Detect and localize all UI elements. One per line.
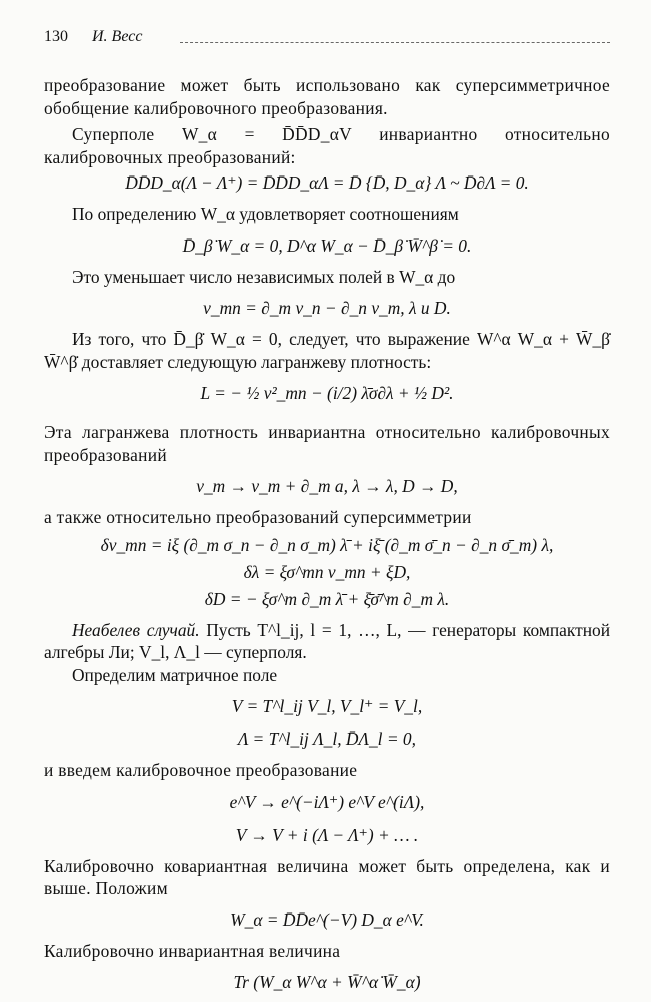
- equation-6c: δD = − ξσ^m ∂_m λ̄ + ξ̄σ̄^m ∂_m λ.: [204, 588, 450, 609]
- paragraph-11: Калибровочно ковариантная величина может быть определена, как и выше. Положим: [44, 855, 610, 898]
- paragraph-2: Суперполе W_α = D̄D̄D_αV инвариантно относительно калибровочных преобразований:: [44, 124, 610, 167]
- paragraph-3: По определению W_α удовлетворяет соотношениям: [72, 204, 459, 224]
- paragraph-4: Это уменьшает число независимых полей в W_α до: [72, 266, 456, 287]
- equation-5: v_m → v_m + ∂_m a, λ → λ, D → D,: [196, 476, 458, 496]
- equation-6b: δλ = ξσ^mn v_mn + ξD,: [243, 561, 411, 582]
- equation-7b: Λ = T^l_ij Λ_l, D̄Λ_l = 0,: [238, 729, 416, 749]
- page-number: 130: [44, 28, 68, 45]
- paragraph-8-text: Пусть T^l_ij, l = 1, …, L, — генераторы компактной алгебры Ли; V_l, Λ_l — суперполя.: [44, 619, 611, 662]
- section-title-nonabelian: Неабелев случай.: [72, 619, 200, 640]
- running-head-author: И. Весс: [92, 28, 143, 45]
- paragraph-12: Калибровочно инвариантная величина: [44, 940, 341, 961]
- equation-7a: V = T^l_ij V_l, V_l⁺ = V_l,: [231, 696, 423, 716]
- paragraph-6: Эта лагранжева плотность инвариантна относительно калибровочных преобразований: [44, 422, 610, 465]
- header-rule: [180, 42, 610, 43]
- equation-4: L = − ½ v²_mn − (i/2) λ̄σ∂λ + ½ D².: [200, 383, 454, 403]
- equation-8b: V → V + i (Λ − Λ⁺) + … .: [235, 824, 419, 845]
- equation-2: D̄_β̇ W_α = 0, D^α W_α − D̄_β̇ W̄^β̇ = 0.: [182, 235, 472, 256]
- equation-1: D̄D̄D_α(Λ − Λ⁺) = D̄D̄D_αΛ = D̄ {D̄, D_α} Λ ~ D̄∂Λ = 0.: [125, 173, 529, 193]
- equation-3: v_mn = ∂_m v_n − ∂_n v_m, λ и D.: [203, 298, 451, 318]
- equation-8a: e^V → e^(−iΛ⁺) e^V e^(iΛ),: [229, 791, 425, 812]
- paragraph-7: а также относительно преобразований суперсимметрии: [44, 507, 472, 527]
- page: [44, 26, 610, 1002]
- paragraph-10: и введем калибровочное преобразование: [44, 760, 358, 780]
- equation-9: W_α = D̄D̄e^(−V) D_α e^V.: [230, 909, 424, 930]
- paragraph-5: Из того, что D̄_β̇ W_α = 0, следует, что выражение W^α W_α + W̄_β̇ W̄^β̇ доставляет следующую лагранжеву плотность:: [44, 329, 610, 372]
- equation-10: Tr (W_α W^α + W̄^α̇ W̄_α̇): [233, 972, 421, 992]
- paragraph-8: [44, 619, 610, 664]
- running-header: [44, 26, 610, 52]
- equation-6a: δv_mn = iξ (∂_m σ_n − ∂_n σ_m) λ̄ + iξ̄ (∂_m σ̄_n − ∂_n σ̄_m) λ,: [100, 534, 554, 555]
- paragraph-1: преобразование может быть использовано как суперсимметричное обобщение калибровочного преобразования.: [44, 75, 610, 118]
- paragraph-9: Определим матричное поле: [72, 664, 278, 685]
